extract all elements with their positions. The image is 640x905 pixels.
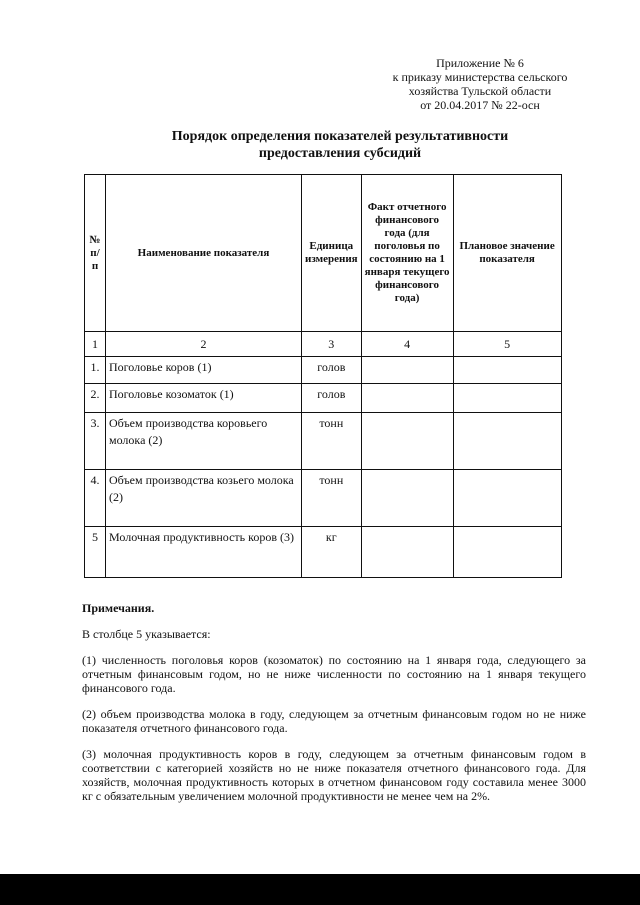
scan-border bbox=[0, 874, 640, 905]
header-fact: Факт отчетного финансового года (для поголовья по состоянию на 1 января текущего финансового года) bbox=[361, 175, 453, 332]
annex-line-3: хозяйства Тульской области bbox=[408, 84, 552, 98]
row-plan bbox=[453, 357, 561, 384]
title-line-1: Порядок определения показателей результативности bbox=[171, 129, 509, 144]
row-plan bbox=[453, 527, 561, 578]
header-num: № п/п bbox=[85, 175, 106, 332]
row-name: Поголовье козоматок (1) bbox=[106, 384, 302, 413]
row-unit: голов bbox=[302, 384, 362, 413]
row-name: Поголовье коров (1) bbox=[106, 357, 302, 384]
header-plan: Плановое значение показателя bbox=[453, 175, 561, 332]
document-title bbox=[60, 128, 620, 162]
notes-section bbox=[82, 601, 586, 815]
row-num: 4. bbox=[85, 470, 106, 527]
row-fact bbox=[361, 527, 453, 578]
row-num: 2. bbox=[85, 384, 106, 413]
row-fact bbox=[361, 413, 453, 470]
row-num: 3. bbox=[85, 413, 106, 470]
row-fact bbox=[361, 384, 453, 413]
index-cell: 5 bbox=[453, 332, 561, 357]
note-item: (2) объем производства молока в году, следующем за отчетным финансовым годом но не ниже показателя отчетного финансового года. bbox=[82, 707, 586, 735]
row-unit: кг bbox=[302, 527, 362, 578]
annex-line-2: к приказу министерства сельского bbox=[392, 70, 568, 84]
row-plan bbox=[453, 384, 561, 413]
row-num: 5 bbox=[85, 527, 106, 578]
row-unit: тонн bbox=[302, 413, 362, 470]
indicators-table-wrap bbox=[84, 174, 562, 578]
table-row bbox=[85, 527, 562, 578]
row-unit: тонн bbox=[302, 470, 362, 527]
table-row bbox=[85, 357, 562, 384]
index-cell: 2 bbox=[106, 332, 302, 357]
annex-line-1: Приложение № 6 bbox=[436, 56, 524, 70]
row-plan bbox=[453, 470, 561, 527]
row-fact bbox=[361, 470, 453, 527]
title-line-2: предоставления субсидий bbox=[258, 146, 422, 161]
index-cell: 1 bbox=[85, 332, 106, 357]
note-item: (1) численность поголовья коров (козоматок) по состоянию на 1 января года, следующего за отчетным финансовым годом, но не ниже численности по состоянию на 1 января текущего финансового года. bbox=[82, 653, 586, 695]
row-name: Молочная продуктивность коров (3) bbox=[106, 527, 302, 578]
indicators-table bbox=[84, 174, 562, 578]
row-name: Объем производства коровьего молока (2) bbox=[106, 413, 302, 470]
note-item: (3) молочная продуктивность коров в году, следующем за отчетным финансовым годом в соответствии с категорией хозяйств но не ниже показателя отчетного финансового года. Для хозяйств, молочная продуктивность которых в отчетном финансовом году составила менее 3000 кг с обязательным увеличением молочной продуктивности не менее чем на 2%. bbox=[82, 747, 586, 803]
index-cell: 3 bbox=[302, 332, 362, 357]
row-plan bbox=[453, 413, 561, 470]
table-row bbox=[85, 413, 562, 470]
header-name: Наименование показателя bbox=[106, 175, 302, 332]
table-row bbox=[85, 470, 562, 527]
table-row bbox=[85, 384, 562, 413]
column-index-row bbox=[85, 332, 562, 357]
row-num: 1. bbox=[85, 357, 106, 384]
row-fact bbox=[361, 357, 453, 384]
header-unit: Единица измерения bbox=[302, 175, 362, 332]
row-unit: голов bbox=[302, 357, 362, 384]
notes-title: Примечания. bbox=[82, 601, 155, 615]
notes-intro: В столбце 5 указывается: bbox=[82, 627, 211, 641]
header-row bbox=[85, 175, 562, 332]
annex-block bbox=[360, 56, 600, 112]
annex-line-4: от 20.04.2017 № 22-осн bbox=[420, 98, 540, 112]
row-name: Объем производства козьего молока (2) bbox=[106, 470, 302, 527]
index-cell: 4 bbox=[361, 332, 453, 357]
